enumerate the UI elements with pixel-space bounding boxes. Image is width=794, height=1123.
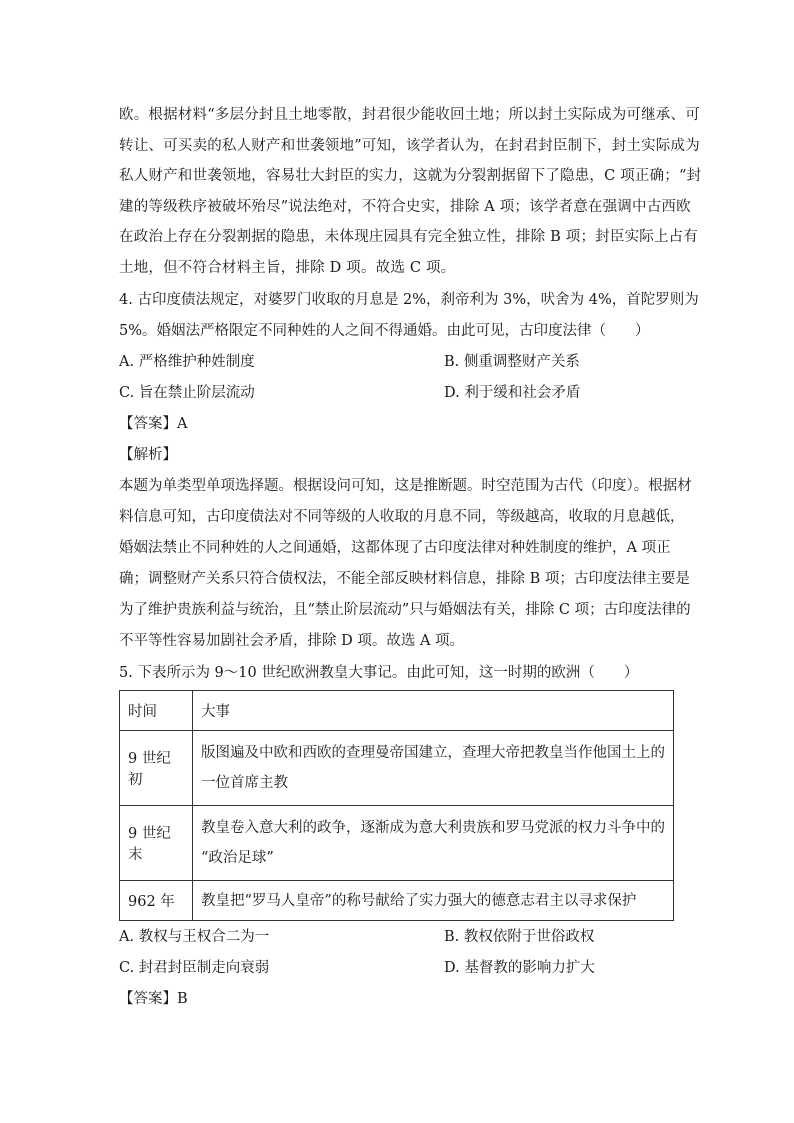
q5-option-b: B. 教权依附于世俗政权 [444, 929, 595, 945]
q5-stem: 5. 下表所示为 9～10 世纪欧洲教皇大事记。由此可知，这一时期的欧洲（ ） [119, 665, 639, 681]
events-table [119, 690, 674, 921]
q4-answer: 【答案】A [119, 416, 188, 432]
q4-analysis-line: 婚姻法禁止不同种姓的人之间通婚，这都体现了古印度法律对种姓制度的维护，A 项正 [119, 540, 671, 556]
q4-options-row [119, 378, 679, 408]
q4-analysis-line: 料信息可知，古印度债法对不同等级的人收取的月息不同，等级越高，收取的月息越低， [119, 509, 685, 525]
q4-analysis-line: 不平等性容易加剧社会矛盾，排除 D 项。故选 A 项。 [119, 633, 465, 649]
event-line: “政治足球” [201, 850, 274, 866]
table-row [120, 806, 674, 881]
table-cell-time: 962 年 [120, 881, 193, 921]
q4-option-c: C. 旨在禁止阶层流动 [119, 385, 255, 401]
q5-answer: 【答案】B [119, 991, 188, 1007]
text-line: 欧。根据材料“多层分封且土地零散，封君很少能收回土地；所以封土实际成为可继承、可 [119, 107, 700, 123]
table-cell-time: 9 世纪末 [120, 806, 193, 881]
event-line: 版图遍及中欧和西欧的查理曼帝国建立，查理大帝把教皇当作他国土上的 [201, 745, 665, 761]
text-line: 私人财产和世袭领地，容易壮大封臣的实力，这就为分裂割据留下了隐患，C 项正确；“封 [119, 168, 702, 184]
table-cell-event [193, 731, 674, 806]
text-line: 在政治上存在分裂割据的隐患，未体现庄园具有完全独立性，排除 B 项；封臣实际上占有 [119, 229, 699, 245]
q5-option-c: C. 封君封臣制走向衰弱 [119, 960, 270, 976]
text-line: 土地，但不符合材料主旨，排除 D 项。故选 C 项。 [119, 259, 456, 276]
q4-analysis-line: 为了维护贵族利益与统治，且“禁止阶层流动”只与婚姻法有关，排除 C 项；古印度法律的 [119, 602, 691, 618]
q4-option-a: A. 严格维护种姓制度 [119, 354, 255, 370]
q5-option-d: D. 基督教的影响力扩大 [444, 960, 595, 976]
q4-analysis-label: 【解析】 [119, 447, 177, 463]
q5-options-row [119, 953, 679, 983]
table-row [120, 881, 674, 921]
q4-stem-line: 5%。婚姻法严格限定不同种姓的人之间不得通婚。由此可见，古印度法律（ ） [119, 323, 650, 339]
q4-options-row [119, 347, 679, 377]
table-header-row [120, 691, 674, 731]
q4-analysis-line: 本题为单类型单项选择题。根据设问可知，这是推断题。时空范围为古代（印度）。根据材 [119, 478, 692, 494]
table-cell-event [193, 881, 674, 921]
q5-options-row [119, 922, 679, 952]
table-row [120, 731, 674, 806]
q5-option-a: A. 教权与王权合二为一 [119, 929, 270, 945]
event-line: 一位首席主教 [201, 775, 288, 791]
table-header-cell: 时间 [120, 691, 193, 731]
text-line: 转让、可买卖的私人财产和世袭领地”可知，该学者认为，在封君封臣制下，封土实际成为 [119, 137, 700, 154]
q4-option-d: D. 利于缓和社会矛盾 [444, 385, 581, 401]
q4-option-b: B. 侧重调整财产关系 [444, 354, 580, 370]
event-line: 教皇把“罗马人皇帝”的称号献给了实力强大的德意志君主以寻求保护 [201, 892, 637, 909]
q4-analysis-line: 确；调整财产关系只符合债权法，不能全部反映材料信息，排除 B 项；古印度法律主要是 [119, 571, 690, 587]
table-header-cell: 大事 [193, 691, 674, 731]
table-cell-time: 9 世纪初 [120, 731, 193, 806]
q3-explanation [119, 100, 702, 283]
table-cell-event [193, 806, 674, 881]
q4-stem-line: 4. 古印度债法规定，对婆罗门收取的月息是 2%，刹帝利为 3%，吠舍为 4%，首陀罗则为 [119, 292, 699, 308]
text-line: 建的等级秩序被破坏殆尽”说法绝对，不符合史实，排除 A 项；该学者意在强调中古西欧 [119, 198, 691, 215]
event-line: 教皇卷入意大利的政争，逐渐成为意大利贵族和罗马党派的权力斗争中的 [201, 820, 665, 836]
